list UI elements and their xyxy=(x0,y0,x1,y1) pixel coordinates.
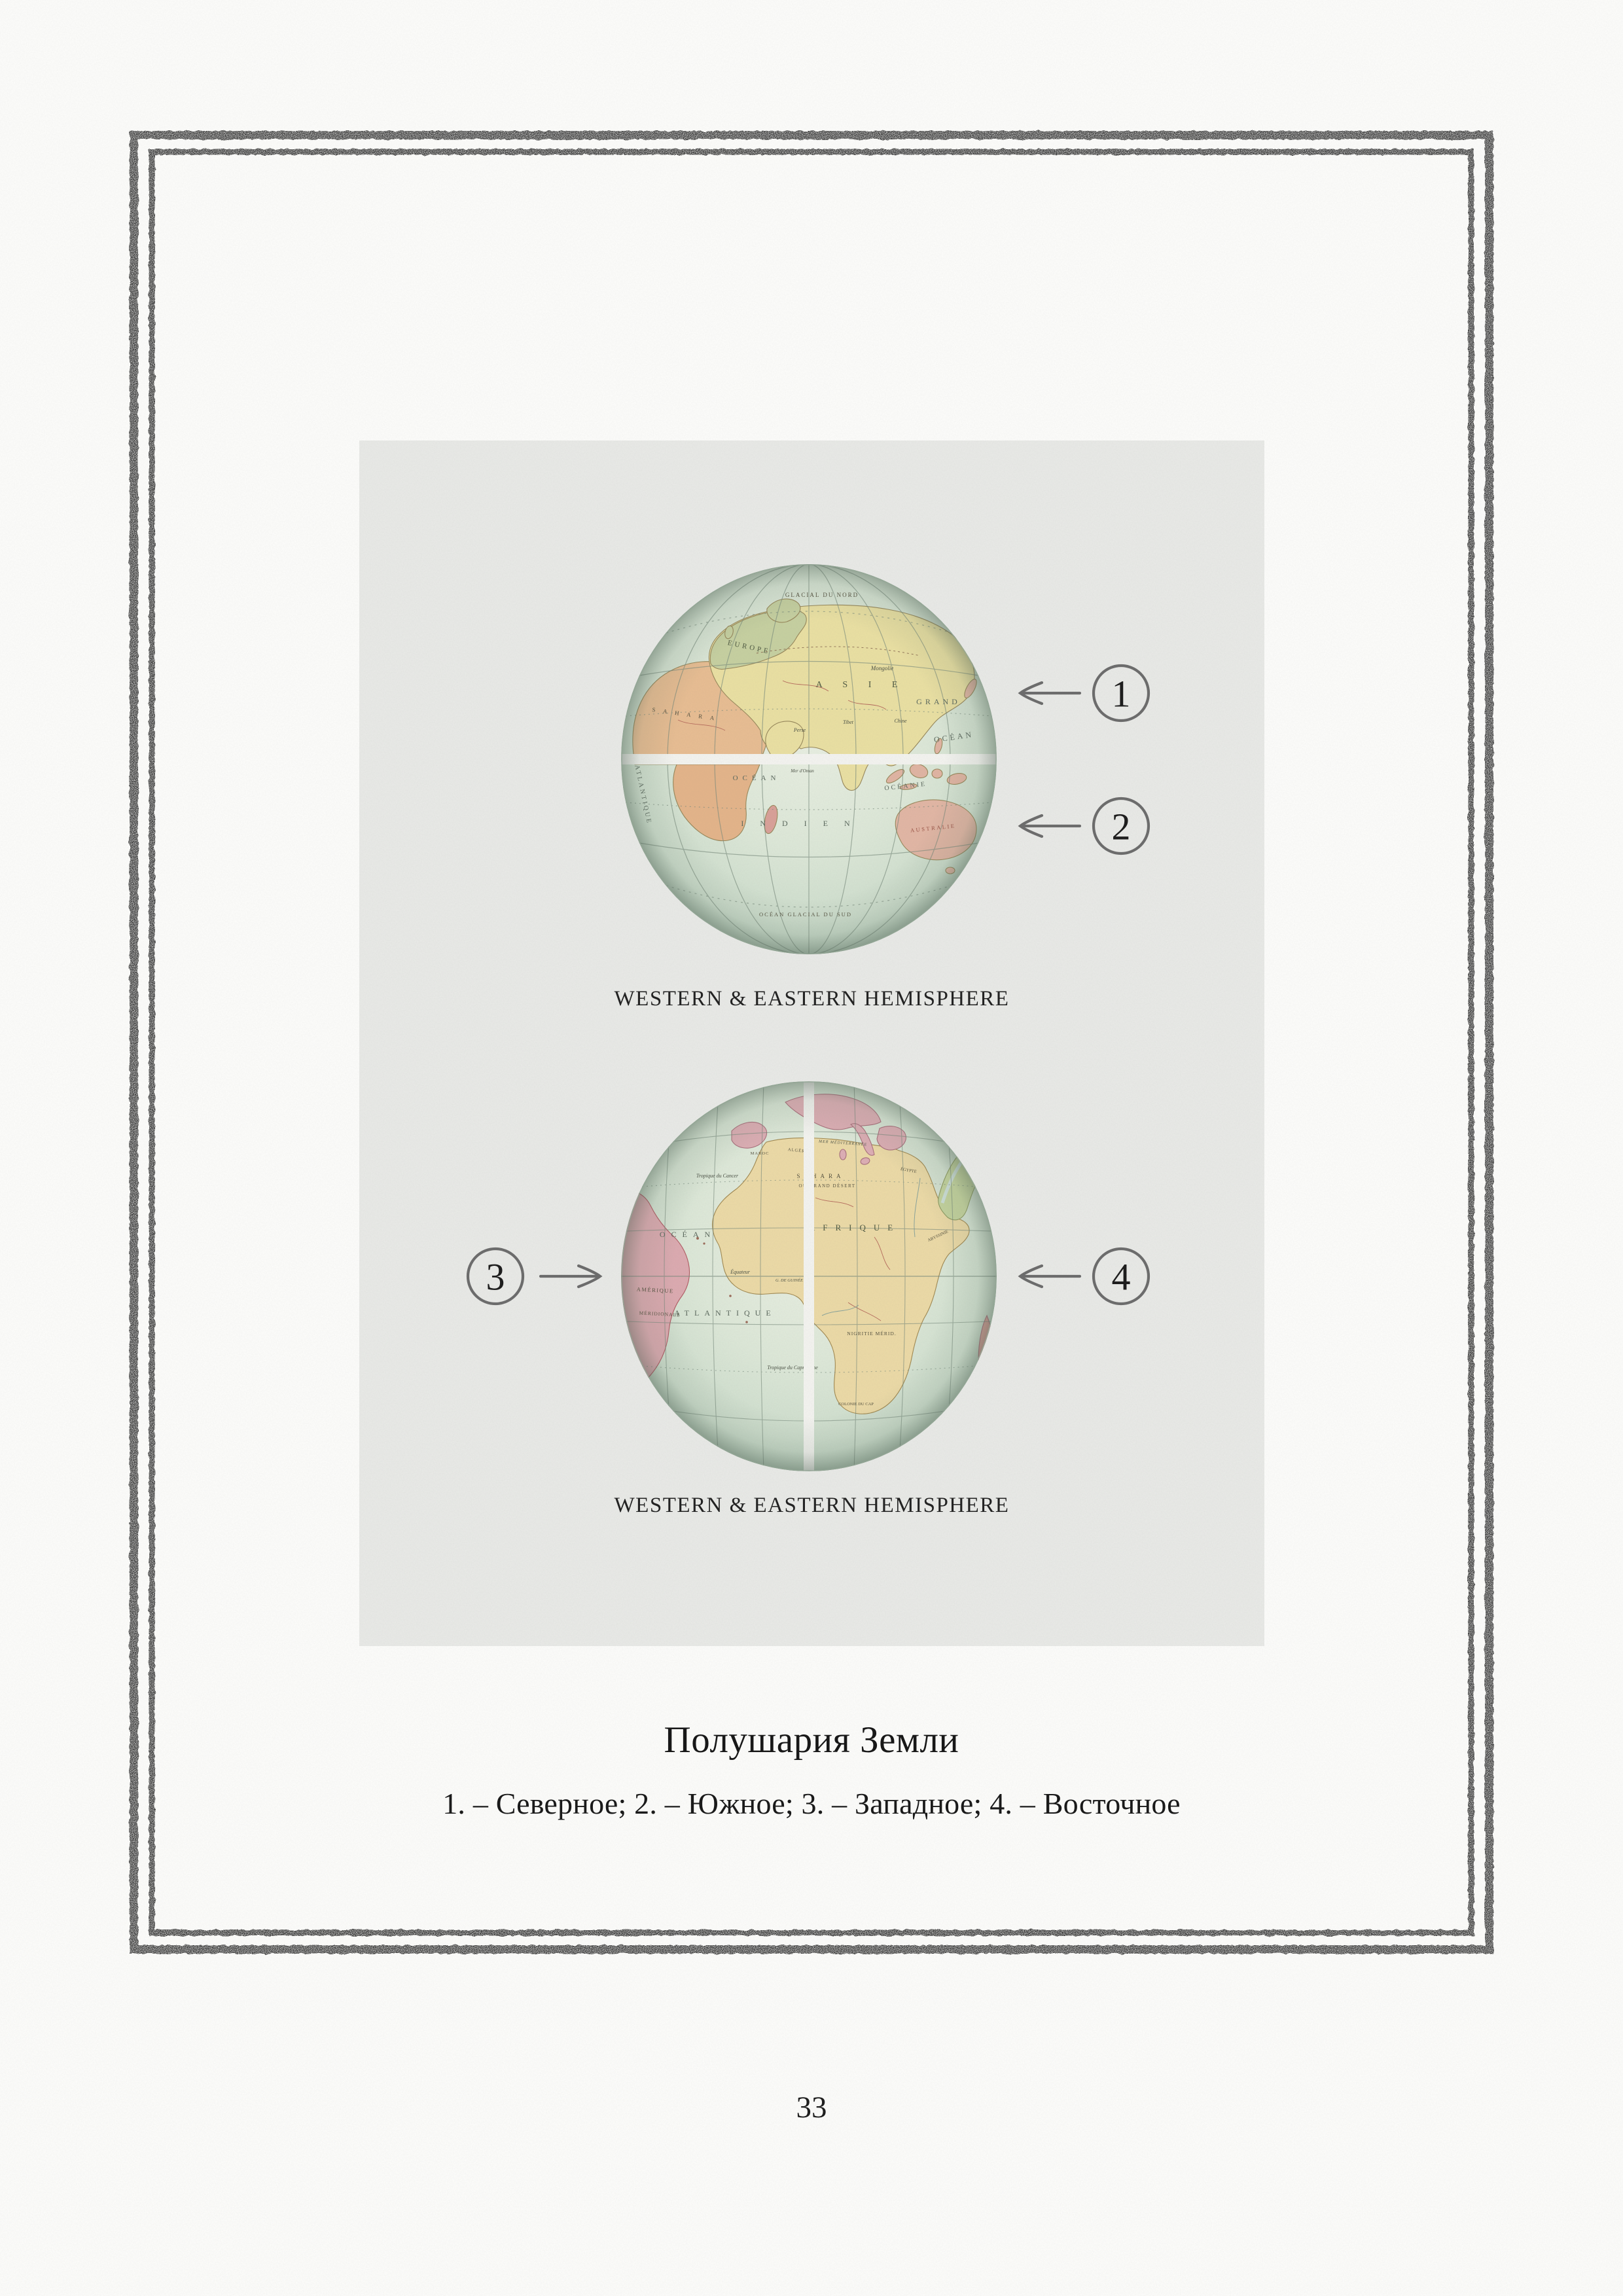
globe-vignette xyxy=(621,564,997,954)
globe-vignette xyxy=(621,1081,997,1471)
figure-legend: 1. – Северное; 2. – Южное; 3. – Западное; 4. – Восточное xyxy=(442,1787,1181,1820)
marker-4-number: 4 xyxy=(1111,1255,1131,1299)
marker-2 xyxy=(1020,798,1149,853)
frame-outer-border xyxy=(134,135,1489,1950)
marker-1-number: 1 xyxy=(1111,672,1131,715)
caption-bottom-globe: WESTERN & EASTERN HEMISPHERE xyxy=(614,1494,1010,1517)
marker-4 xyxy=(1020,1249,1149,1304)
frame-inner-border xyxy=(152,152,1471,1933)
marker-3-number: 3 xyxy=(486,1255,505,1299)
page-frame xyxy=(134,135,1489,1950)
marker-2-number: 2 xyxy=(1111,805,1131,848)
marker-1 xyxy=(1020,666,1149,721)
caption-top-globe: WESTERN & EASTERN HEMISPHERE xyxy=(614,987,1010,1011)
globe-west-east xyxy=(619,1080,997,1473)
figure-title: Полушария Земли xyxy=(664,1719,959,1761)
page-number: 33 xyxy=(796,2090,827,2125)
marker-3 xyxy=(468,1249,600,1304)
globe-north-south xyxy=(613,564,1005,954)
